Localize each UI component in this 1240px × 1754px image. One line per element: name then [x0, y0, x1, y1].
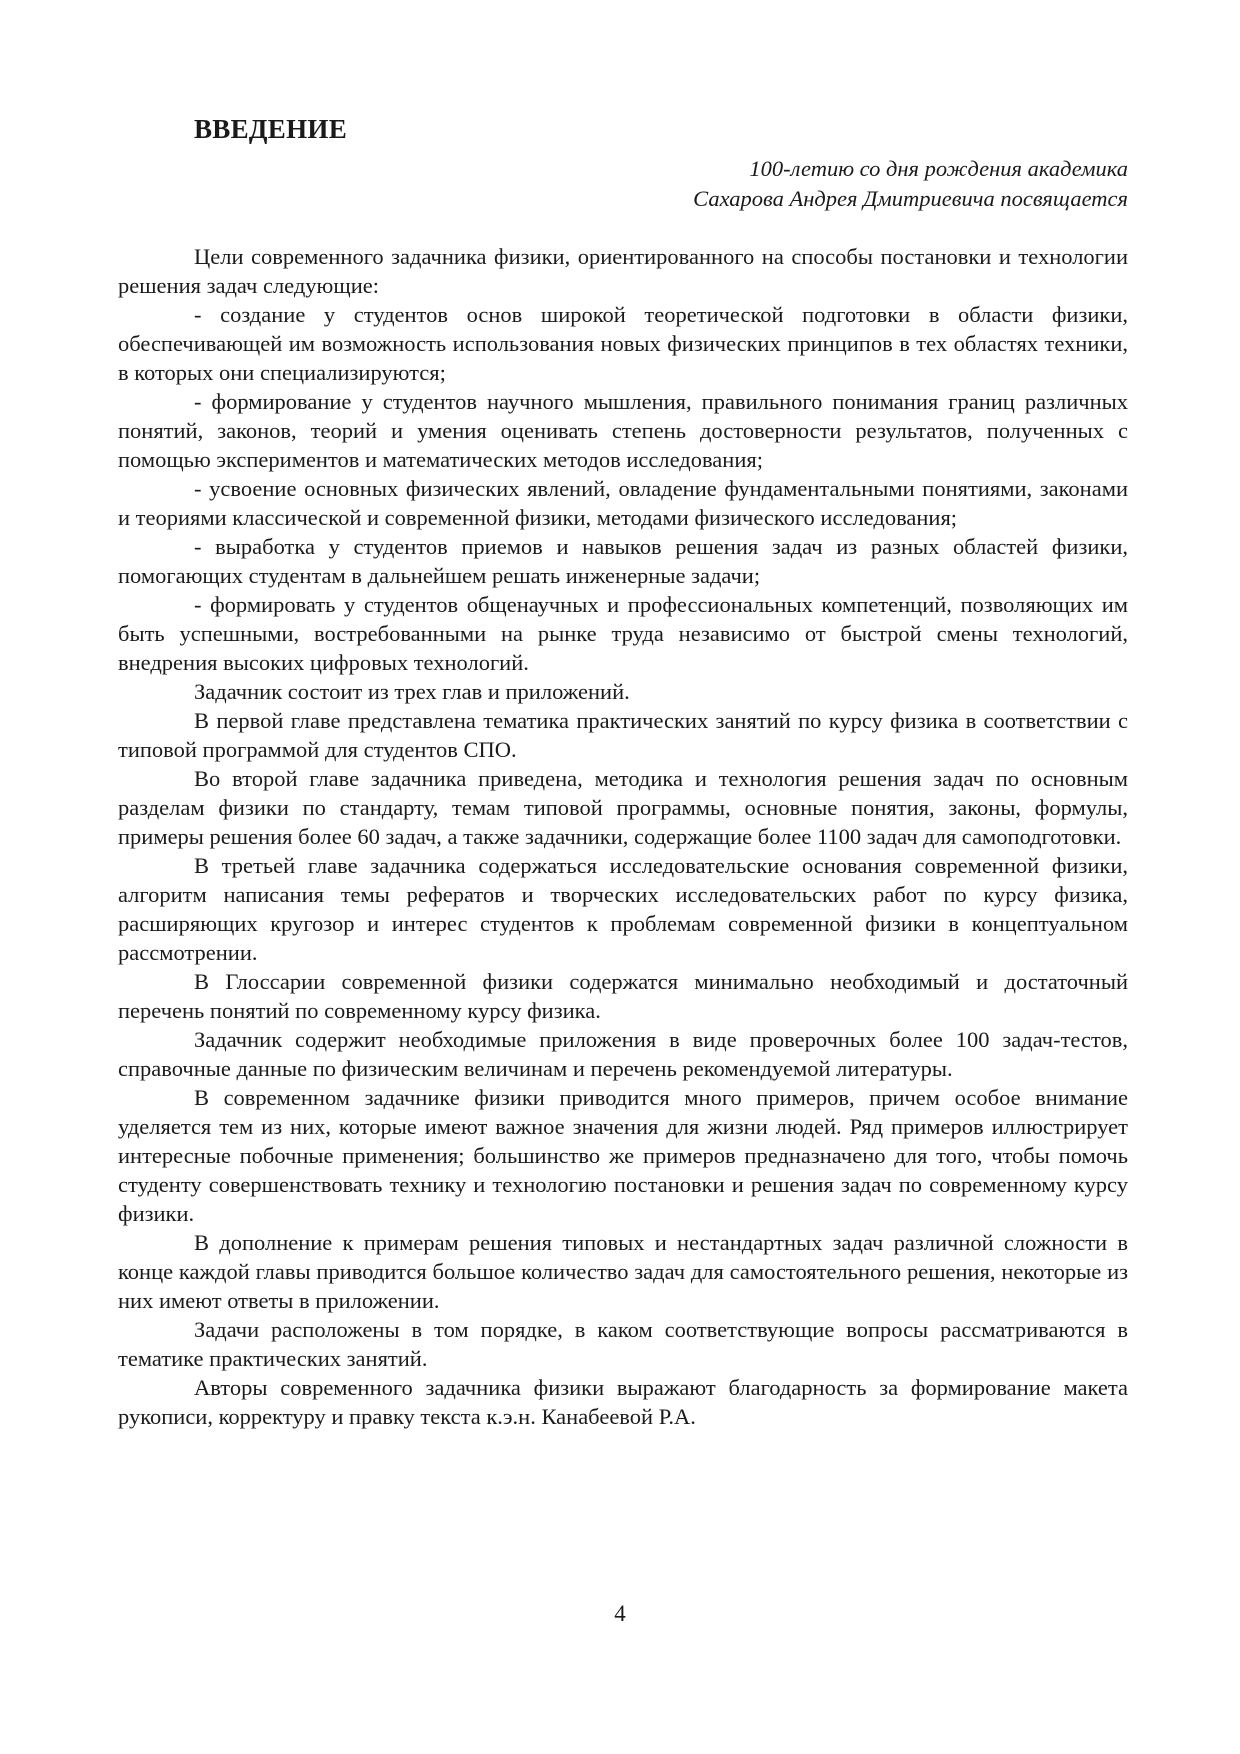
dedication: [118, 154, 1128, 214]
paragraph-goal-3: - усвоение основных физических явлений, овладение фундаментальными понятиями, законами и теориями классической и современной физики, методами физического исследования;: [118, 476, 1128, 530]
paragraph-chapter-1: В первой главе представлена тематика практических занятий по курсу физика в соответствии с типовой программой для студентов СПО.: [118, 708, 1128, 762]
paragraph-order: Задачи расположены в том порядке, в каком соответствующие вопросы рассматриваются в тематике практических занятий.: [118, 1317, 1128, 1371]
paragraph-intro: Цели современного задачника физики, ориентированного на способы постановки и технологии решения задач следующие:: [118, 244, 1128, 298]
page-title: ВВЕДЕНИЕ: [194, 114, 348, 144]
paragraph-goal-1: - создание у студентов основ широкой теоретической подготовки в области физики, обеспечивающей им возможность использования новых физических принципов в тех областях техники, в которых они специализируются;: [118, 302, 1128, 385]
dedication-line-1: 100-летию со дня рождения академика: [749, 156, 1128, 181]
paragraph-glossary: В Глоссарии современной физики содержатся минимально необходимый и достаточный перечень понятий по современному курсу физика.: [118, 969, 1128, 1023]
paragraph-goal-4: - выработка у студентов приемов и навыков решения задач из разных областей физики, помогающих студентам в дальнейшем решать инженерные задачи;: [118, 534, 1128, 588]
paragraph-goal-2: - формирование у студентов научного мышления, правильного понимания границ различных понятий, законов, теорий и умения оценивать степень достоверности результатов, полученных с помощью экспериментов и математических методов исследования;: [118, 389, 1128, 472]
dedication-line-2: Сахарова Андрея Дмитриевича посвящается: [693, 186, 1128, 211]
paragraph-chapter-2: Во второй главе задачника приведена, методика и технология решения задач по основным разделам физики по стандарту, темам типовой программы, основные понятия, законы, формулы, примеры решения более 60 задач, а также задачники, содержащие более 1100 задач для самоподготовки.: [118, 766, 1128, 849]
paragraph-chapter-3: В третьей главе задачника содержаться исследовательские основания современной физики, алгоритм написания темы рефератов и творческих исследовательских работ по курсу физика, расширяющих кругозор и интерес студентов к проблемам современной физики в концептуальном рассмотрении.: [118, 853, 1128, 965]
body-text: [118, 242, 1128, 1431]
paragraph-appendices: Задачник содержит необходимые приложения в виде проверочных более 100 задач-тестов, справочные данные по физическим величинам и перечень рекомендуемой литературы.: [118, 1027, 1128, 1081]
page-number: 4: [614, 1601, 626, 1626]
paragraph-goal-5: - формировать у студентов общенаучных и профессиональных компетенций, позволяющих им быть успешными, востребованными на рынке труда независимо от быстрой смены технологий, внедрения высоких цифровых технологий.: [118, 592, 1128, 675]
paragraph-examples: В современном задачнике физики приводится много примеров, причем особое внимание уделяется тем из них, которые имеют важное значения для жизни людей. Ряд примеров иллюстрирует интересные побочные применения; большинство же примеров предназначено для того, чтобы помочь студенту совершенствовать технику и технологию постановки и решения задач по современному курсу физики.: [118, 1085, 1128, 1226]
paragraph-exercises: В дополнение к примерам решения типовых и нестандартных задач различной сложности в конце каждой главы приводится большое количество задач для самостоятельного решения, некоторые из них имеют ответы в приложении.: [118, 1230, 1128, 1313]
paragraph-acknowledgements: Авторы современного задачника физики выражают благодарность за формирование макета рукописи, корректуру и правку текста к.э.н. Канабеевой Р.А.: [118, 1375, 1128, 1429]
page-content: [118, 112, 1128, 1431]
paragraph-structure: Задачник состоит из трех глав и приложений.: [194, 679, 630, 704]
